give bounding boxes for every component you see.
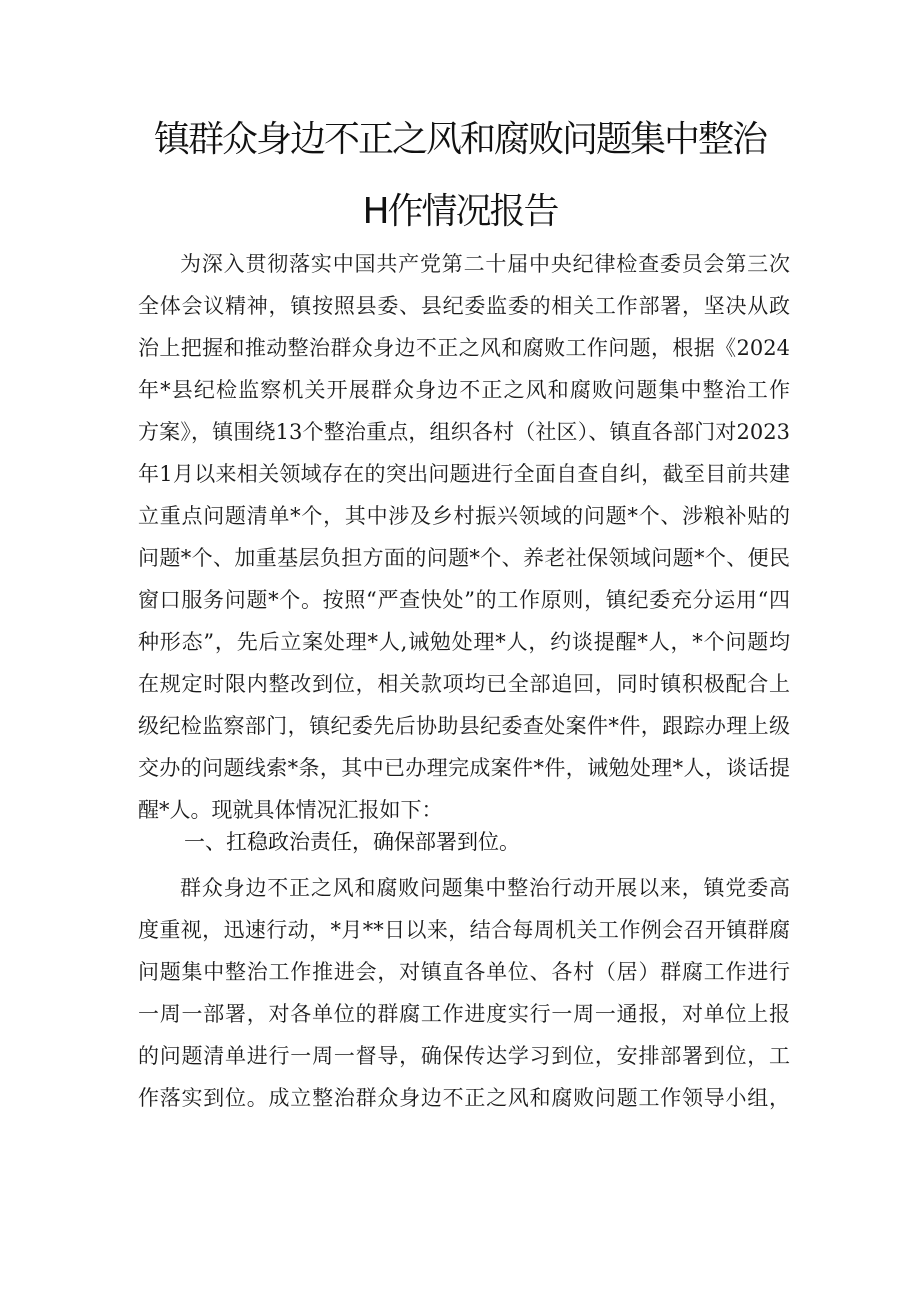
section-1-heading: 一、扛稳政治责任，确保部署到位。 (184, 830, 520, 854)
document-title-line-1: 镇群众身边不正之风和腐败问题集中整治 (153, 119, 766, 160)
paragraph-1-line: 窗口服务问题*个。按照“严查快处”的工作原则，镇纪委充分运用“四 (138, 588, 790, 612)
paragraph-1-line: 立重点问题清单*个，其中涉及乡村振兴领域的问题*个、涉粮补贴的 (138, 504, 790, 528)
paragraph-2-line: 问题集中整治工作推进会，对镇直各单位、各村（居）群腐工作进行 (138, 960, 790, 984)
document-title-line-2: H作情况报告 (362, 191, 558, 232)
paragraph-1-line: 交办的问题线索*条，其中已办理完成案件*件，诫勉处理*人，谈话提 (138, 756, 790, 780)
paragraph-1-line: 方案》，镇围绕13个整治重点，组织各村（社区）、镇直各部门对2023 (138, 420, 790, 444)
paragraph-2-line: 一周一部署，对各单位的群腐工作进度实行一周一通报，对单位上报 (138, 1002, 790, 1026)
paragraph-1-line: 醒*人。现就具体情况汇报如下： (138, 798, 443, 822)
paragraph-1-line: 治上把握和推动整治群众身边不正之风和腐败工作问题，根据《2024 (138, 336, 790, 360)
paragraph-1-line: 种形态”，先后立案处理*人,诫勉处理*人，约谈提醒*人，*个问题均 (138, 630, 790, 654)
paragraph-1-line: 级纪检监察部门，镇纪委先后协助县纪委查处案件*件，跟踪办理上级 (138, 714, 790, 738)
paragraph-1-line: 年1月以来相关领域存在的突出问题进行全面自查自纠，截至目前共建 (138, 462, 790, 486)
paragraph-1-line: 全体会议精神，镇按照县委、县纪委监委的相关工作部署，坚决从政 (138, 294, 790, 318)
paragraph-2-line: 的问题清单进行一周一督导，确保传达学习到位，安排部署到位，工 (138, 1044, 790, 1068)
paragraph-1-line: 问题*个、加重基层负担方面的问题*个、养老社保领域问题*个、便民 (138, 546, 790, 570)
paragraph-1-line: 为深入贯彻落实中国共产党第二十届中央纪律检查委员会第三次 (180, 252, 790, 276)
paragraph-2-line: 群众身边不正之风和腐败问题集中整治行动开展以来，镇党委高 (180, 876, 790, 900)
paragraph-1-line: 在规定时限内整改到位，相关款项均已全部追回，同时镇积极配合上 (138, 672, 790, 696)
paragraph-2-line: 度重视，迅速行动，*月**日以来，结合每周机关工作例会召开镇群腐 (138, 918, 790, 942)
paragraph-2-line: 作落实到位。成立整治群众身边不正之风和腐败问题工作领导小组， (138, 1086, 790, 1110)
paragraph-1-line: 年*县纪检监察机关开展群众身边不正之风和腐败问题集中整治工作 (138, 378, 790, 402)
